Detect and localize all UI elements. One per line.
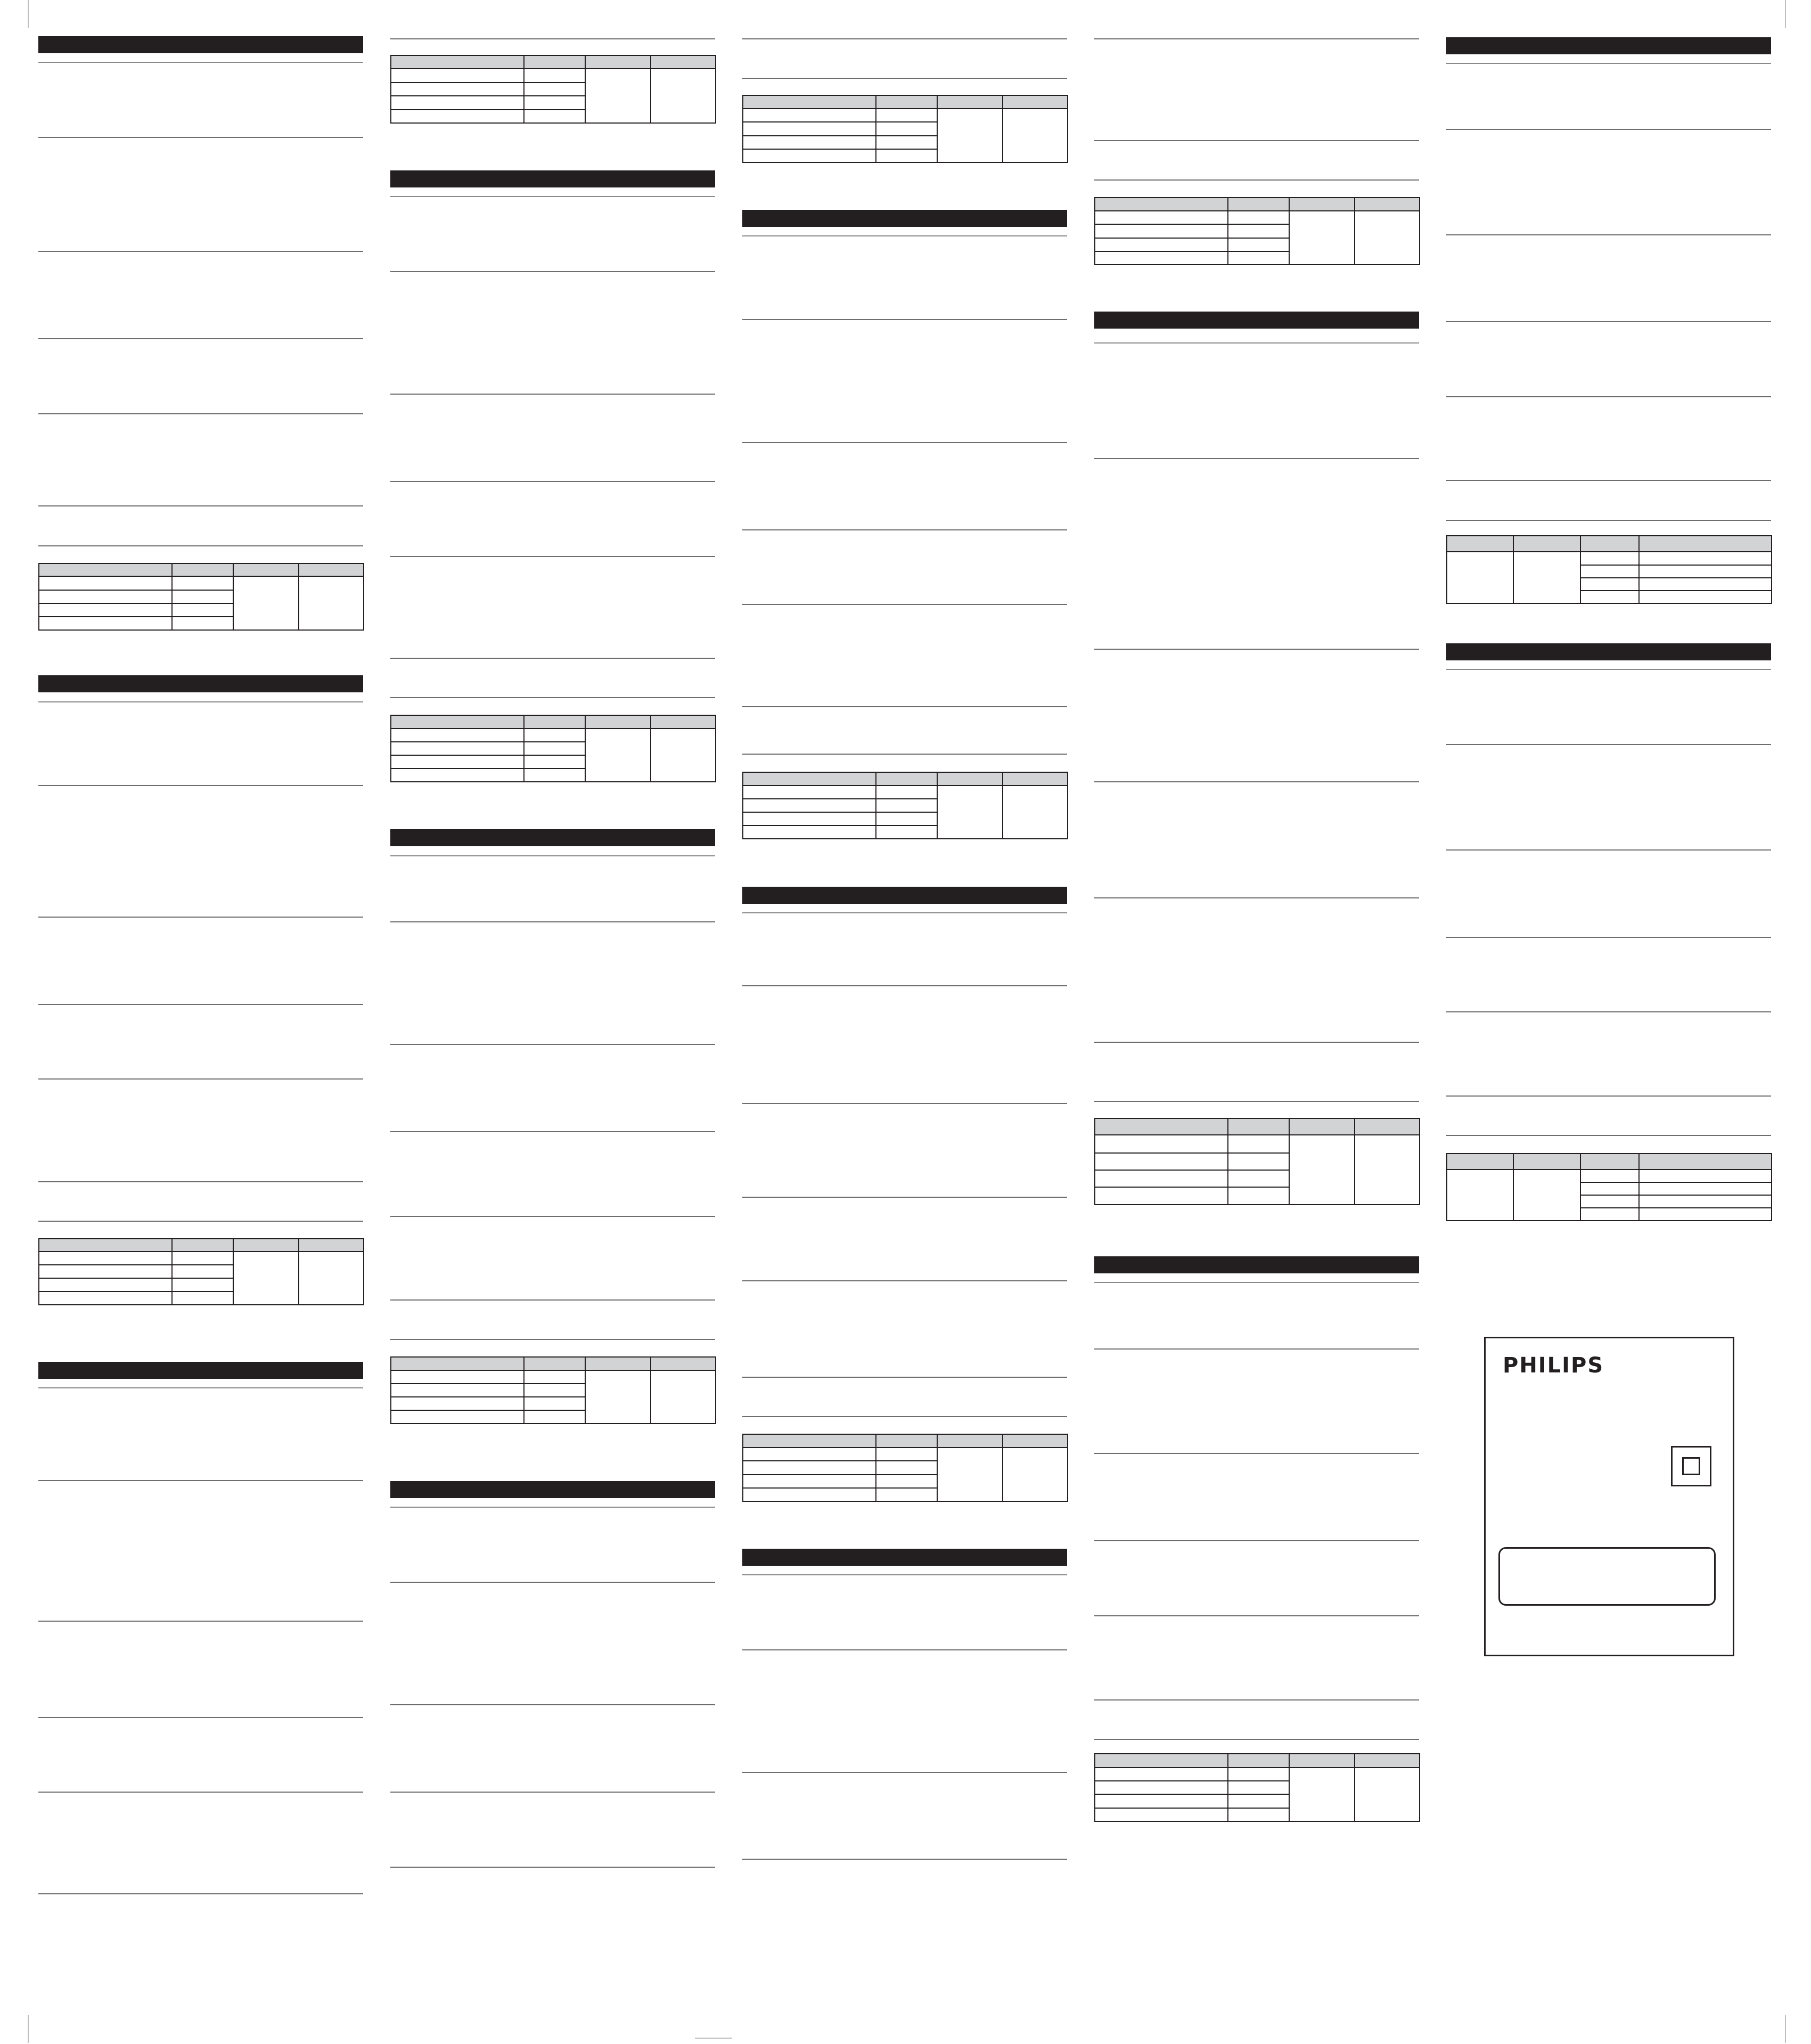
paragraph-separator [38,1004,363,1005]
paragraph-separator [38,505,363,506]
column-3 [742,0,1067,2043]
crop-mark-top-left [0,0,29,28]
paragraph-separator [390,1044,715,1045]
paragraph-separator [390,1792,715,1793]
section-heading-bar [742,887,1067,904]
section-heading-bar [38,36,363,53]
paragraph-separator [1094,1739,1419,1740]
paragraph-separator [38,137,363,138]
paragraph-separator [38,1480,363,1481]
heading-underline [742,912,1067,913]
specification-table [1446,535,1772,604]
paragraph-separator [390,921,715,922]
paragraph-separator [38,1181,363,1182]
heading-underline [1446,669,1771,670]
heading-underline [1094,342,1419,344]
specification-table [390,715,716,782]
paragraph-separator [1094,1615,1419,1616]
paragraph-separator [390,1216,715,1217]
paragraph-separator [1094,897,1419,898]
paragraph-separator [742,1649,1067,1650]
paragraph-separator [1446,1011,1771,1012]
column-5 [1446,0,1771,2043]
heading-underline [390,855,715,856]
paragraph-separator [742,1416,1067,1417]
heading-underline [742,1574,1067,1575]
specification-table [1446,1153,1772,1221]
heading-underline [390,1507,715,1508]
paragraph-separator [742,754,1067,755]
heading-underline [38,62,363,63]
paragraph-separator [742,1772,1067,1773]
paragraph-separator [742,1859,1067,1860]
paragraph-separator [38,338,363,339]
paragraph-separator [742,706,1067,707]
specification-table [38,1238,364,1305]
paragraph-separator [1446,396,1771,397]
paragraph-separator [1094,458,1419,459]
specification-table [742,1434,1068,1502]
paragraph-separator [1446,129,1771,130]
paragraph-separator [38,1621,363,1622]
paragraph-separator [742,1197,1067,1198]
section-heading-bar [1446,643,1771,660]
paragraph-separator [390,697,715,698]
paragraph-separator [742,78,1067,79]
specification-table [1094,1753,1420,1822]
crop-mark-bottom-left [0,2015,29,2043]
paragraph-separator [1094,1540,1419,1541]
paragraph-separator [38,917,363,918]
crop-mark-bottom-right [1785,2015,1811,2043]
paragraph-separator [1094,1699,1419,1700]
paragraph-separator [38,1717,363,1718]
paragraph-separator [390,556,715,557]
paragraph-separator [742,319,1067,320]
paragraph-separator [1094,1042,1419,1043]
column-4 [1094,0,1419,2043]
section-heading-bar [38,675,363,692]
paragraph-separator [1094,140,1419,141]
section-heading-bar [742,1549,1067,1566]
paragraph-separator [1094,1453,1419,1454]
paragraph-separator [1094,781,1419,782]
paragraph-separator [742,1280,1067,1281]
section-heading-bar [390,1481,715,1498]
paragraph-separator [390,271,715,272]
heading-underline [38,701,363,702]
paragraph-separator [1446,1095,1771,1097]
paragraph-separator [390,38,715,39]
paragraph-separator [390,1299,715,1301]
paragraph-separator [38,545,363,546]
double-square-class-ii-icon [1671,1446,1711,1486]
paragraph-separator [742,1377,1067,1378]
specification-table [742,95,1068,163]
specification-table [390,1356,716,1424]
paragraph-separator [742,1103,1067,1104]
paragraph-separator [742,38,1067,39]
specification-table [38,563,364,631]
paragraph-separator [1446,234,1771,235]
paragraph-separator [38,1893,363,1894]
paragraph-separator [742,529,1067,530]
paragraph-separator [1094,38,1419,39]
paragraph-separator [390,481,715,482]
paragraph-separator [38,785,363,786]
paragraph-separator [390,1339,715,1340]
rounded-label-box [1498,1547,1716,1606]
column-1 [38,0,363,2043]
paragraph-separator [390,658,715,659]
paragraph-separator [390,1704,715,1705]
section-heading-bar [1446,37,1771,54]
heading-underline [38,1387,363,1388]
section-heading-bar [1094,312,1419,329]
specification-table [1094,197,1420,265]
paragraph-separator [1446,744,1771,745]
paragraph-separator [742,604,1067,605]
paragraph-separator [742,985,1067,986]
specification-table [1094,1118,1420,1205]
heading-underline [1446,63,1771,64]
specification-table [742,772,1068,839]
section-heading-bar [390,170,715,187]
paragraph-separator [1446,321,1771,322]
paragraph-separator [390,1867,715,1868]
paragraph-separator [390,394,715,395]
heading-underline [1094,1282,1419,1283]
paragraph-separator [1094,1348,1419,1350]
registration-mark [695,2038,732,2044]
heading-underline [390,196,715,197]
paragraph-separator [38,1078,363,1080]
paragraph-separator [1446,849,1771,851]
paragraph-separator [390,1131,715,1132]
heading-underline [742,235,1067,236]
brand-logo: PHILIPS [1503,1353,1604,1378]
cover-panel [1484,1337,1734,1656]
section-heading-bar [390,829,715,846]
paragraph-separator [742,442,1067,443]
paragraph-separator [1094,649,1419,650]
section-heading-bar [1094,1256,1419,1273]
paragraph-separator [38,1221,363,1222]
column-2 [390,0,715,2043]
paragraph-separator [390,1582,715,1583]
section-heading-bar [742,210,1067,227]
paragraph-separator [1094,1101,1419,1102]
specification-table [390,55,716,124]
paragraph-separator [38,251,363,252]
paragraph-separator [1446,480,1771,481]
paragraph-separator [1094,179,1419,181]
paragraph-separator [1446,520,1771,521]
paragraph-separator [38,1792,363,1793]
section-heading-bar [38,1362,363,1379]
paragraph-separator [38,413,363,414]
crop-mark-top-right [1785,0,1811,28]
paragraph-separator [1446,937,1771,938]
paragraph-separator [1446,1135,1771,1136]
